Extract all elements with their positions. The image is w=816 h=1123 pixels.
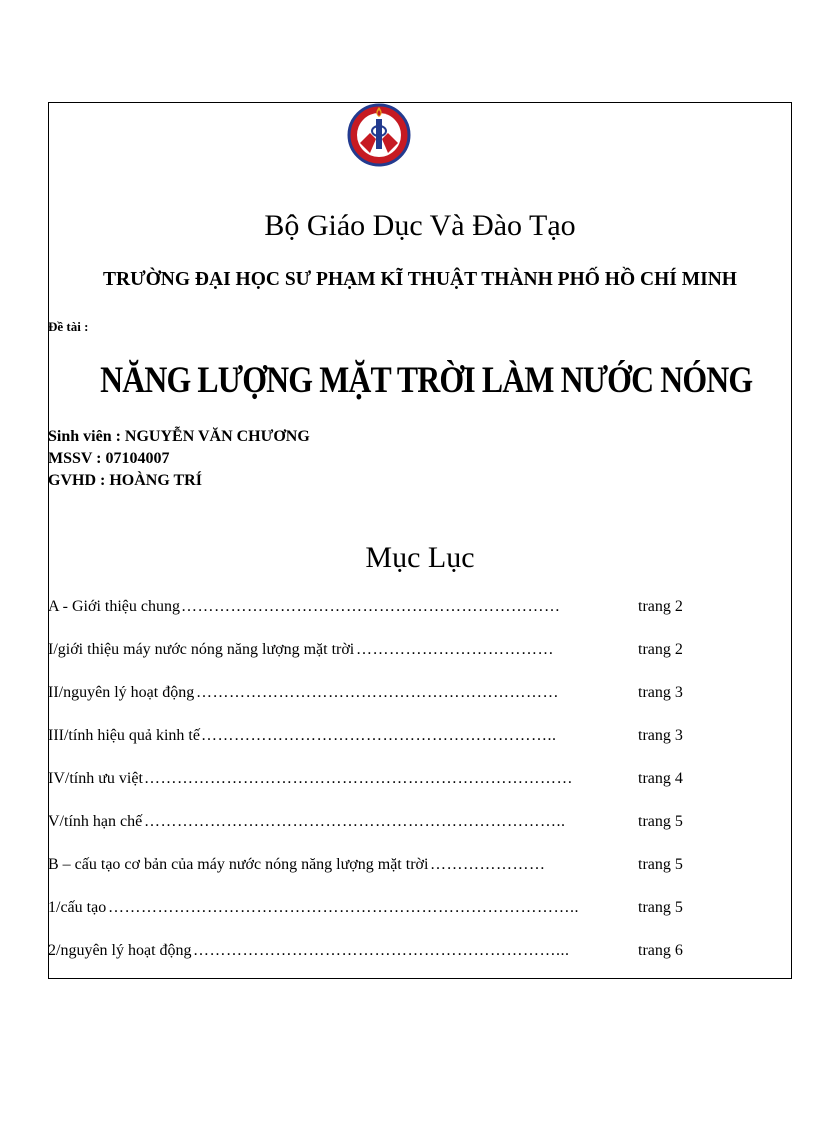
toc-entry-page: trang 2: [638, 598, 683, 615]
toc-entry-text: 1/cấu tạo: [48, 899, 107, 916]
toc-entry-page: trang 5: [638, 813, 683, 830]
toc-title: Mục Lục: [365, 541, 475, 574]
thesis-title: NĂNG LƯỢNG MẶT TRỜI LÀM NƯỚC NÓNG: [100, 360, 753, 401]
toc-entry-page: trang 6: [638, 942, 683, 959]
toc-entry-leader: …………………………………………………………: [196, 684, 559, 701]
toc-entry-text: V/tính hạn chế: [48, 813, 143, 830]
toc-entry-leader: …………………………………………………………………………..: [108, 899, 579, 916]
toc-entry[interactable]: [48, 678, 688, 721]
toc-entry[interactable]: [48, 936, 688, 979]
toc-entry-page: trang 2: [638, 641, 683, 658]
toc-entry-leader: …………………………………………………………………..: [144, 813, 566, 830]
toc-entry-leader: ………………………………: [356, 641, 554, 658]
toc-entry[interactable]: [48, 721, 688, 764]
student-id: MSSV : 07104007: [48, 450, 170, 467]
toc-entry[interactable]: [48, 764, 688, 807]
toc-entry-page: trang 3: [638, 684, 683, 701]
toc-entry-text: A - Giới thiệu chung: [48, 598, 180, 615]
university-name: TRƯỜNG ĐẠI HỌC SƯ PHẠM KĨ THUẬT THÀNH PHỐ HỒ CHÍ MINH: [103, 269, 737, 290]
toc-entry-text: II/nguyên lý hoạt động: [48, 684, 195, 701]
toc-entry-leader: …………………: [430, 856, 546, 873]
toc-entry-page: trang 5: [638, 899, 683, 916]
toc-entry[interactable]: [48, 592, 688, 635]
topic-label: Đề tài :: [48, 319, 89, 334]
toc-entry-text: III/tính hiệu quả kinh tế: [48, 727, 200, 744]
toc-entry-leader: ………………………………………………………..: [201, 727, 557, 744]
toc-entry-page: trang 4: [638, 770, 683, 787]
student-info: [48, 426, 310, 492]
toc-entry[interactable]: [48, 850, 688, 893]
student-name: Sinh viên : NGUYỄN VĂN CHƯƠNG: [48, 428, 310, 445]
ministry-heading: Bộ Giáo Dục Và Đào Tạo: [264, 209, 576, 242]
toc-entry[interactable]: [48, 635, 688, 678]
university-emblem-icon: [346, 103, 412, 167]
toc-entry-leader: ……………………………………………………………………: [144, 770, 573, 787]
toc-entry-text: IV/tính ưu việt: [48, 770, 143, 787]
supervisor: GVHD : HOÀNG TRÍ: [48, 472, 202, 489]
toc-entry-page: trang 5: [638, 856, 683, 873]
toc-entry-leader: …………………………………………………………...: [193, 942, 570, 959]
toc-entry-text: I/giới thiệu máy nước nóng năng lượng mặt trời: [48, 641, 355, 658]
table-of-contents: [48, 592, 688, 979]
toc-entry[interactable]: [48, 807, 688, 850]
toc-entry-text: 2/nguyên lý hoạt động: [48, 942, 192, 959]
toc-entry-page: trang 3: [638, 727, 683, 744]
toc-entry-leader: ……………………………………………………………: [181, 598, 561, 615]
toc-entry-text: B – cấu tạo cơ bản của máy nước nóng năng lượng mặt trời: [48, 856, 429, 873]
toc-entry[interactable]: [48, 893, 688, 936]
